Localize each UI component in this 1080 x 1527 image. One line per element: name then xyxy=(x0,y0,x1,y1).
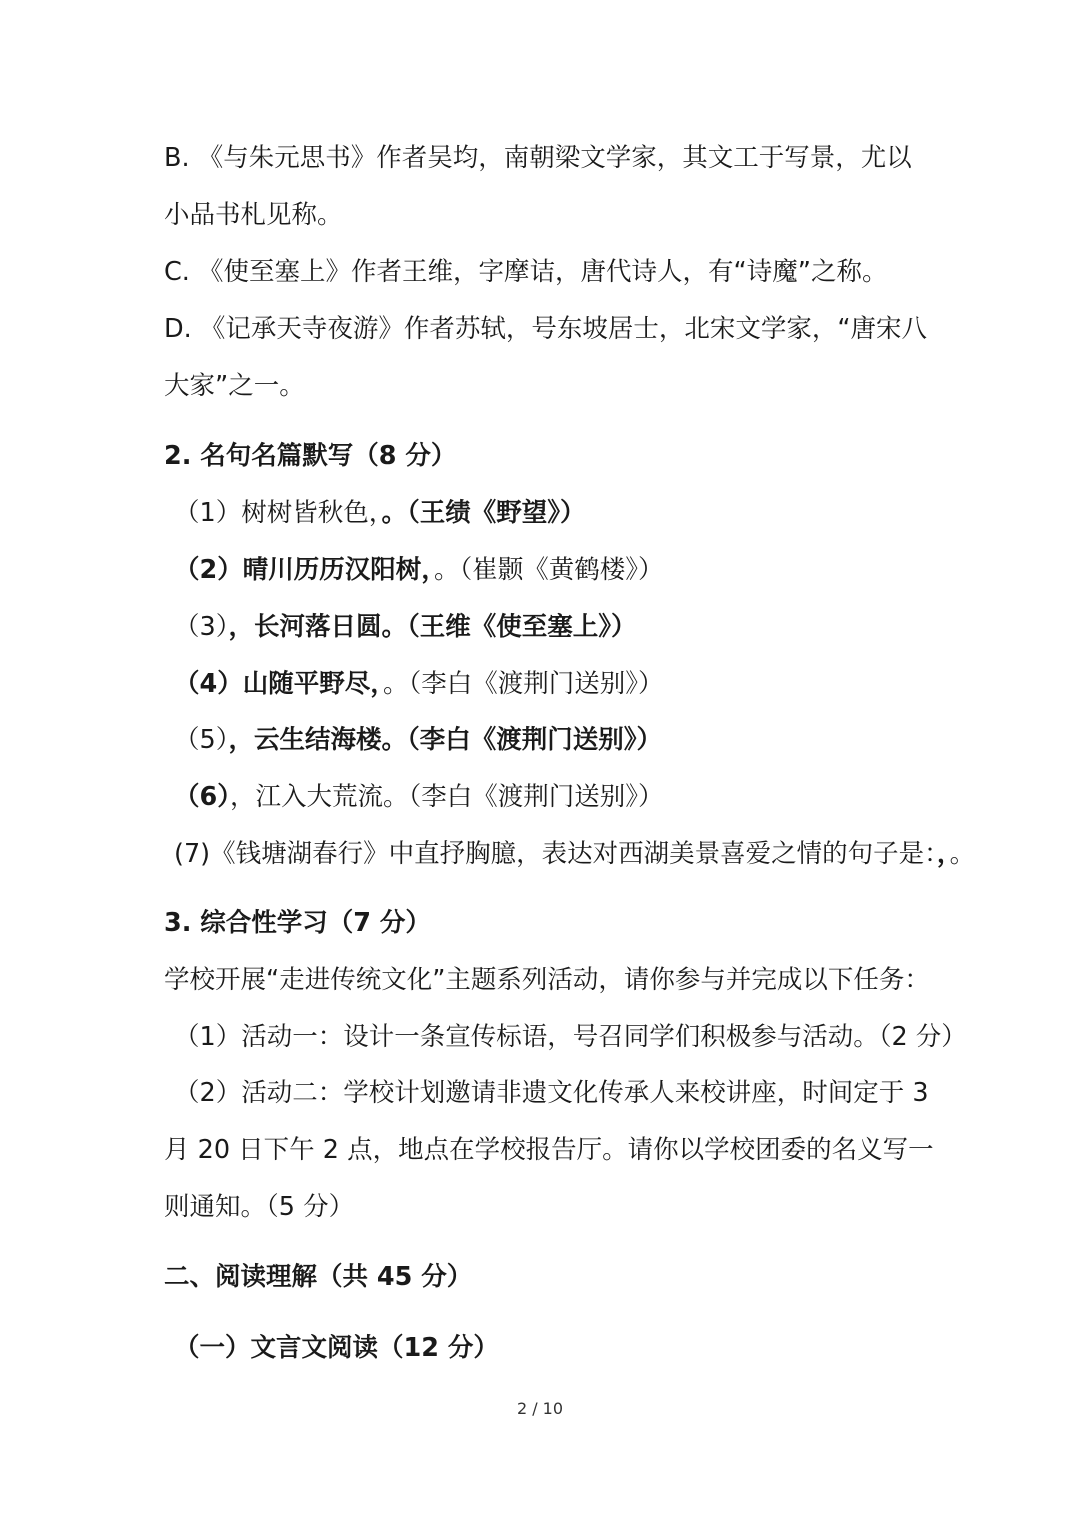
question-3-intro: 学校开展“走进传统文化”主题系列活动，请你参与并完成以下任务： xyxy=(164,965,930,995)
option-d-line-2: 大家”之一。 xyxy=(164,371,305,401)
recitation-item-2 xyxy=(174,550,664,590)
recitation-item-7-lead: (7)《钱塘湖春行》中直抒胸臆，表达对西湖美景喜爱之情的句子是： xyxy=(174,839,937,869)
question-3-task-1: （1）活动一：设计一条宣传标语，号召同学们积极参与活动。（2 分） xyxy=(174,1022,967,1052)
option-b-line-2: 小品书札见称。 xyxy=(164,200,343,230)
page-number: 2 / 10 xyxy=(516,1399,564,1418)
section-2-sub-1-title: （一）文言文阅读（12 分） xyxy=(174,1333,499,1363)
question-3-task-2-line-3: 则通知。（5 分） xyxy=(164,1192,355,1222)
recitation-item-4-tail: 。（李白《渡荆门送别》） xyxy=(383,669,664,699)
recitation-item-3-lead: （3） xyxy=(174,612,229,642)
recitation-item-5 xyxy=(174,720,662,760)
recitation-item-7-comma: ， xyxy=(936,839,950,869)
recitation-item-7-end: 。 xyxy=(949,839,976,869)
recitation-item-2-lead: （2）晴川历历汉阳树， xyxy=(174,555,434,585)
recitation-item-1 xyxy=(174,493,586,533)
recitation-item-7 xyxy=(174,834,975,874)
recitation-item-5-tail: ，云生结海楼。（李白《渡荆门送别》） xyxy=(228,725,662,755)
recitation-item-2-tail: 。（崔颢《黄鹤楼》） xyxy=(434,555,664,585)
recitation-item-5-lead: （5） xyxy=(174,725,229,755)
recitation-item-1-tail: 。（王绩《野望》） xyxy=(381,498,586,528)
question-3-title: 3. 综合性学习（7 分） xyxy=(164,908,431,938)
recitation-item-4-lead: （4）山随平野尽， xyxy=(174,669,383,699)
question-3-task-2-line-1: （2）活动二：学校计划邀请非遗文化传承人来校讲座，时间定于 3 xyxy=(174,1078,929,1108)
recitation-item-6-tail: ，江入大荒流。（李白《渡荆门送别》） xyxy=(230,782,664,812)
option-c-line: C. 《使至塞上》作者王维，字摩诘，唐代诗人，有“诗魔”之称。 xyxy=(164,257,888,287)
option-b-line-1: B. 《与朱元思书》作者吴均，南朝梁文学家，其文工于写景，尤以 xyxy=(164,143,912,173)
question-3-task-2-line-2: 月 20 日下午 2 点，地点在学校报告厅。请你以学校团委的名义写一 xyxy=(164,1135,934,1165)
recitation-item-6-lead: （6） xyxy=(174,782,230,812)
recitation-item-6 xyxy=(174,777,664,817)
recitation-item-3 xyxy=(174,607,637,647)
recitation-item-4 xyxy=(174,664,664,704)
section-2-title: 二、阅读理解（共 45 分） xyxy=(164,1262,473,1292)
option-d-line-1: D. 《记承天寺夜游》作者苏轼，号东坡居士，北宋文学家，“唐宋八 xyxy=(164,314,928,344)
question-2-title: 2. 名句名篇默写（8 分） xyxy=(164,441,457,471)
recitation-item-3-tail: ，长河落日圆。（王维《使至塞上》） xyxy=(228,612,637,642)
recitation-item-1-lead: （1）树树皆秋色， xyxy=(174,498,382,528)
